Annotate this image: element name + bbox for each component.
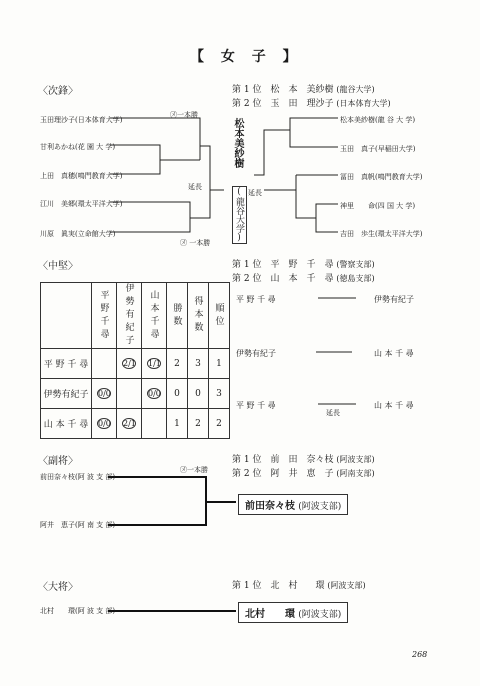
rank1-line: 第 1 位 松 本 美紗樹 (龍谷大学) bbox=[232, 85, 375, 95]
player-right-2: 玉田 真子(早稲田大学) bbox=[340, 145, 416, 153]
score-cell: 0/0 bbox=[142, 379, 167, 409]
points-cell: 2 bbox=[188, 409, 209, 439]
self-cell bbox=[142, 409, 167, 439]
header-cell: 得本数 bbox=[188, 283, 209, 349]
note-ippon-1: ㋱一本勝 bbox=[170, 111, 198, 119]
section-label-chuken: 〈中堅〉 bbox=[38, 261, 78, 272]
bracket-winner: 松本美紗樹 bbox=[232, 118, 243, 168]
fukusho-rank2: 第 2 位 阿 井 恵 子 (阿南支部) bbox=[232, 469, 375, 479]
bracket-winner-org: (龍谷大学) bbox=[232, 186, 247, 244]
self-cell bbox=[92, 349, 117, 379]
rank-cell: 2 bbox=[209, 409, 230, 439]
player-right-4: 神里 命(四 国 大 学) bbox=[340, 202, 416, 210]
header-cell: 平野千尋 bbox=[92, 283, 117, 349]
wins-cell: 0 bbox=[167, 379, 188, 409]
row-name: 山 本 千 尋 bbox=[41, 409, 92, 439]
player-left-2: 甘利あかね(花 園 大 学) bbox=[40, 143, 116, 151]
page-title: 【 女 子 】 bbox=[190, 49, 303, 65]
points-cell: 3 bbox=[188, 349, 209, 379]
header-cell: 山本千尋 bbox=[142, 283, 167, 349]
match-1-left: 平 野 千 尋 bbox=[236, 295, 276, 304]
match-3-left: 平 野 千 尋 bbox=[236, 401, 276, 410]
fukusho-player-1: 前田奈々枝(阿 波 支 部) bbox=[40, 473, 116, 481]
note-enchou-2: 延長 bbox=[248, 189, 262, 197]
row-name: 平 野 千 尋 bbox=[41, 349, 92, 379]
row-name: 伊勢有紀子 bbox=[41, 379, 92, 409]
player-right-3: 冨田 真帆(鳴門教育大学) bbox=[340, 173, 423, 181]
header-cell: 伊勢有紀子 bbox=[117, 283, 142, 349]
match-3-note: 延長 bbox=[326, 409, 340, 417]
player-left-4: 江川 美郷(環太平洋大学) bbox=[40, 200, 123, 208]
player-left-1: 玉田理沙子(日本体育大学) bbox=[40, 116, 123, 124]
section-label-jiho: 〈次鋒〉 bbox=[38, 86, 78, 97]
match-1-right: 伊勢有紀子 bbox=[374, 295, 414, 304]
wins-cell: 2 bbox=[167, 349, 188, 379]
chuken-rank2: 第 2 位 山 本 千 尋 (徳島支部) bbox=[232, 274, 375, 284]
player-right-1: 松本美紗樹(龍 谷 大 学) bbox=[340, 116, 416, 124]
rank2-line: 第 2 位 玉 田 理沙子 (日本体育大学) bbox=[232, 99, 391, 109]
note-ippon-2: ㋱ 一本勝 bbox=[180, 239, 211, 247]
header-cell: 勝数 bbox=[167, 283, 188, 349]
fukusho-note: ㋱一本勝 bbox=[180, 466, 208, 474]
taisho-winner-box: 北村 環 (阿波支部) bbox=[238, 602, 348, 623]
wins-cell: 1 bbox=[167, 409, 188, 439]
match-2-left: 伊勢有紀子 bbox=[236, 349, 276, 358]
player-left-3: 上田 真穂(鳴門教育大学) bbox=[40, 172, 123, 180]
corner-cell bbox=[41, 283, 92, 349]
score-cell: 0/0 bbox=[92, 409, 117, 439]
self-cell bbox=[117, 379, 142, 409]
score-cell: 2/1 bbox=[117, 349, 142, 379]
fukusho-rank1: 第 1 位 前 田 奈々枝 (阿波支部) bbox=[232, 455, 375, 465]
rank-cell: 3 bbox=[209, 379, 230, 409]
page-number: 268 bbox=[412, 650, 428, 659]
section-label-taisho: 〈大将〉 bbox=[38, 582, 78, 593]
player-left-5: 川原 眞実(立命館大学) bbox=[40, 230, 116, 238]
points-cell: 0 bbox=[188, 379, 209, 409]
rank-cell: 1 bbox=[209, 349, 230, 379]
chuken-rank1: 第 1 位 平 野 千 尋 (警察支部) bbox=[232, 260, 375, 270]
section-label-fukusho: 〈副将〉 bbox=[38, 456, 78, 467]
note-enchou-1: 延長 bbox=[188, 183, 202, 191]
score-cell: 2/1 bbox=[117, 409, 142, 439]
header-cell: 順位 bbox=[209, 283, 230, 349]
round-robin-table bbox=[40, 282, 230, 439]
player-right-5: 吉田 歩生(環太平洋大学) bbox=[340, 230, 423, 238]
fukusho-player-2: 阿井 恵子(阿 南 支 部) bbox=[40, 521, 116, 529]
match-2-right: 山 本 千 尋 bbox=[374, 349, 414, 358]
score-cell: 1/1 bbox=[142, 349, 167, 379]
taisho-player-1: 北村 環(阿 波 支 部) bbox=[40, 607, 116, 615]
taisho-rank1: 第 1 位 北 村 環 (阿波支部) bbox=[232, 581, 366, 591]
fukusho-winner-box: 前田奈々枝 (阿波支部) bbox=[238, 494, 348, 515]
score-cell: 0/0 bbox=[92, 379, 117, 409]
match-3-right: 山 本 千 尋 bbox=[374, 401, 414, 410]
